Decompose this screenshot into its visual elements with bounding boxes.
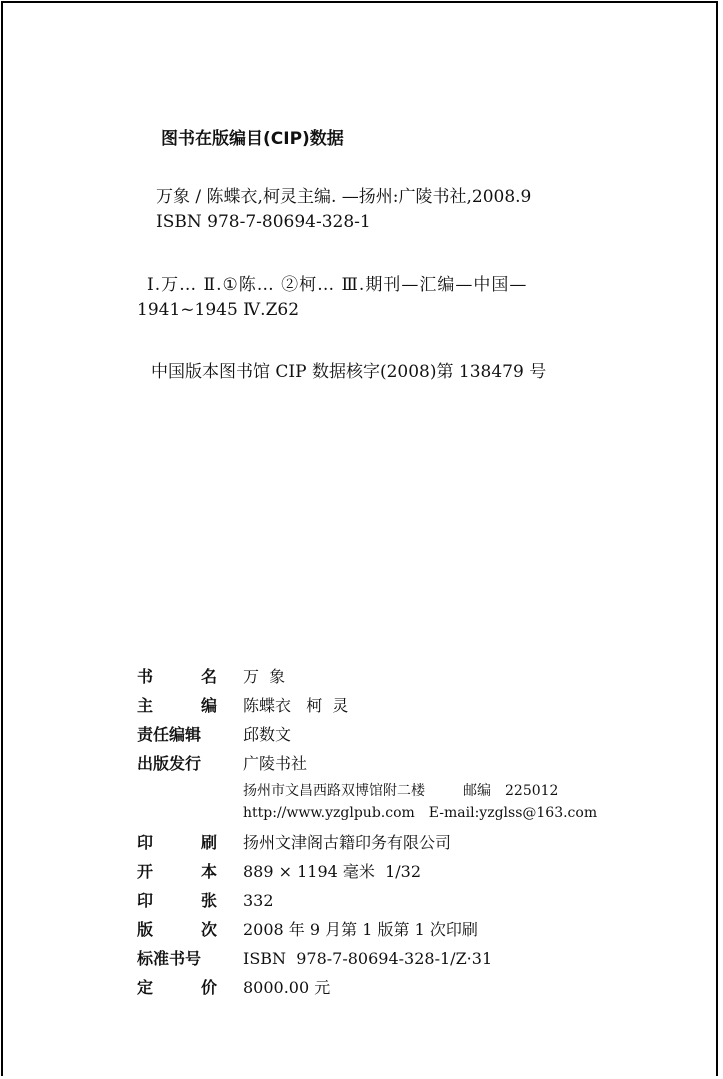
- cip-heading: 图书在版编目(CIP)数据: [161, 129, 344, 149]
- colophon-row-sheets: [137, 888, 617, 917]
- colophon-row-printer: [137, 830, 617, 859]
- label-price: 定 价: [137, 978, 217, 997]
- value-sheets: 332: [243, 891, 274, 910]
- label-printer: 印 刷: [137, 833, 217, 852]
- cip-title-line: 万象 / 陈蝶衣,柯灵主编. —扬州:广陵书社,2008.9: [156, 187, 532, 207]
- cip-cn-record-line: 中国版本图书馆 CIP 数据核字(2008)第 138479 号: [151, 362, 547, 382]
- label-std-number: 标准书号: [137, 949, 202, 968]
- colophon-row-publisher: [137, 751, 617, 780]
- postcode-label: 邮编: [463, 783, 491, 799]
- label-resp-editor: 责任编辑: [137, 725, 202, 744]
- publisher-address: 扬州市文昌西路双博馆附二楼: [243, 783, 425, 799]
- value-editor: 陈蝶衣 柯 灵: [243, 696, 349, 715]
- value-resp-editor: 邱数文: [243, 725, 292, 744]
- label-editor: 主 编: [137, 696, 217, 715]
- postcode: 225012: [505, 783, 559, 799]
- label-publisher: 出版发行: [137, 754, 202, 773]
- label-format: 开 本: [137, 862, 217, 881]
- colophon-row-std-number: [137, 946, 617, 975]
- publisher-website: http://www.yzglpub.com: [243, 805, 415, 821]
- colophon-row-resp-editor: [137, 722, 617, 751]
- colophon-row-format: [137, 859, 617, 888]
- value-format: 889 × 1194 毫米 1/32: [243, 862, 422, 881]
- value-price: 8000.00 元: [243, 978, 331, 997]
- value-std-number: ISBN 978-7-80694-328-1/Z·31: [243, 949, 493, 968]
- colophon-row-address: [137, 780, 617, 805]
- publisher-email: E-mail:yzglss@163.com: [428, 805, 598, 821]
- cip-isbn-line: ISBN 978-7-80694-328-1: [156, 212, 371, 232]
- value-edition: 2008 年 9 月第 1 版第 1 次印刷: [243, 920, 478, 939]
- colophon-row-edition: [137, 917, 617, 946]
- colophon-row-editor: [137, 693, 617, 722]
- value-printer: 扬州文津阁古籍印务有限公司: [243, 833, 452, 852]
- value-publisher: 广陵书社: [243, 754, 308, 773]
- value-title: 万 象: [243, 667, 286, 686]
- cip-subject-line-1: Ⅰ.万… Ⅱ.①陈… ②柯… Ⅲ.期刊—汇编—中国—: [147, 275, 528, 295]
- colophon-row-price: [137, 975, 617, 1004]
- cip-subject-line-2: 1941~1945 Ⅳ.Z62: [137, 300, 300, 320]
- label-sheets: 印 张: [137, 891, 217, 910]
- colophon-row-web: [137, 805, 617, 830]
- colophon: [137, 664, 617, 1004]
- label-edition: 版 次: [137, 920, 217, 939]
- label-title: 书 名: [137, 667, 217, 686]
- colophon-row-title: [137, 664, 617, 693]
